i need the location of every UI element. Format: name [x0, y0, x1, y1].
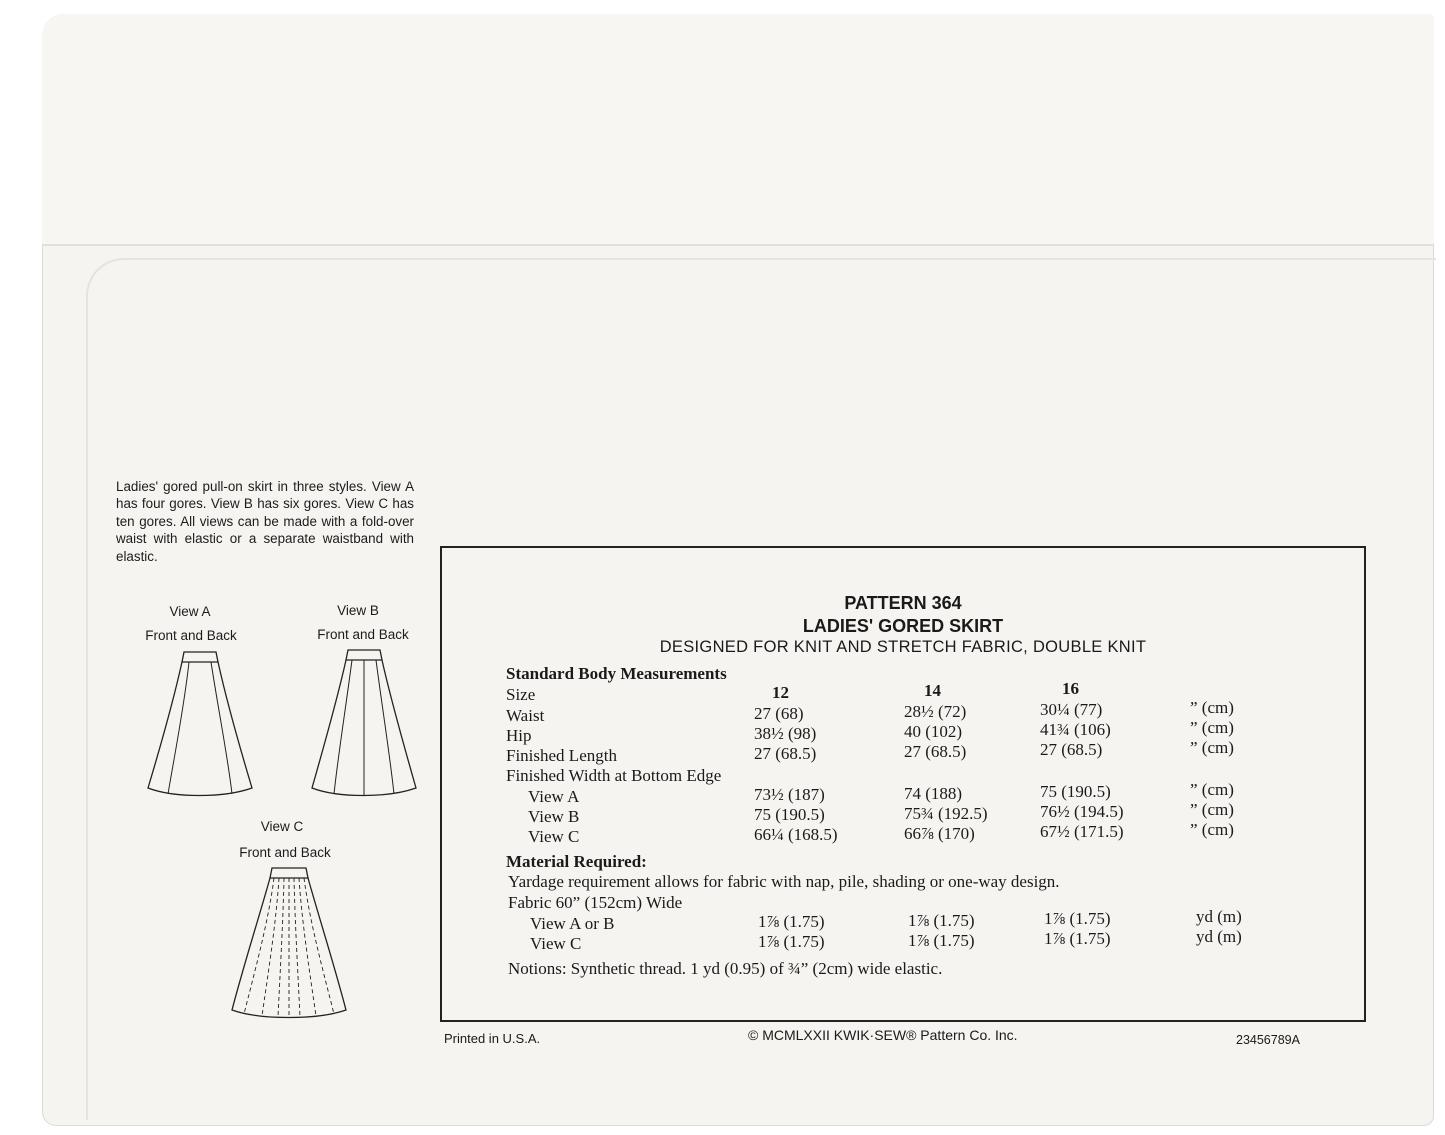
width-view-a-unit: ” (cm): [1190, 780, 1234, 799]
size-16: 16: [1062, 679, 1079, 698]
size-label: Size: [506, 685, 536, 704]
envelope-flap: [42, 14, 1434, 246]
waist-label: Waist: [506, 706, 545, 725]
width-view-a-12: 73½ (187): [754, 785, 825, 804]
view-c-skirt-illustration: [226, 864, 352, 1024]
waist-12: 27 (68): [754, 704, 804, 723]
width-view-a-label: View A: [528, 787, 580, 806]
material-view-c-12: 1⅞ (1.75): [758, 932, 825, 951]
finished-length-16: 27 (68.5): [1040, 740, 1103, 759]
width-view-c-16: 67½ (171.5): [1040, 822, 1124, 841]
fabric-width: Fabric 60” (152cm) Wide: [508, 893, 683, 912]
material-view-c-14: 1⅞ (1.75): [908, 931, 975, 950]
material-view-ab-label: View A or B: [530, 914, 615, 933]
size-14: 14: [924, 681, 941, 700]
view-b-skirt-illustration: [308, 646, 420, 802]
finished-length-label: Finished Length: [506, 746, 617, 765]
material-heading: Material Required:: [506, 852, 647, 871]
waist-unit: ” (cm): [1190, 698, 1234, 717]
notions-text: Notions: Synthetic thread. 1 yd (0.95) of ¾” (2cm) wide elastic.: [508, 959, 943, 978]
size-12: 12: [772, 683, 789, 702]
view-c-sublabel: Front and Back: [239, 845, 331, 860]
pattern-title: LADIES' GORED SKIRT: [802, 616, 1004, 636]
material-view-ab-unit: yd (m): [1196, 907, 1242, 926]
waist-14: 28½ (72): [904, 702, 967, 721]
finished-length-14: 27 (68.5): [904, 742, 967, 761]
width-view-b-14: 75¾ (192.5): [904, 804, 988, 823]
view-b-label: View B: [337, 603, 379, 618]
view-a-sublabel: Front and Back: [145, 628, 237, 643]
material-view-ab-12: 1⅞ (1.75): [758, 912, 825, 931]
hip-12: 38½ (98): [754, 724, 817, 743]
material-view-c-unit: yd (m): [1196, 927, 1242, 946]
waist-16: 30¼ (77): [1040, 700, 1103, 719]
pattern-number: PATTERN 364: [844, 593, 962, 613]
width-view-c-label: View C: [528, 827, 580, 846]
view-a-label: View A: [169, 604, 211, 619]
pattern-description: Ladies' gored pull-on skirt in three styles. View A has four gores. View B has six gores. View C has ten gores. All views can be made with a fold-over waist with elastic or a separate waistband with elastic.: [116, 479, 414, 564]
width-view-b-label: View B: [528, 807, 580, 826]
view-a-skirt-illustration: [144, 648, 256, 802]
width-view-b-unit: ” (cm): [1190, 800, 1234, 819]
width-view-c-14: 66⅞ (170): [904, 824, 975, 843]
view-c-label: View C: [260, 819, 304, 834]
hip-14: 40 (102): [904, 722, 963, 741]
width-view-a-14: 74 (188): [904, 784, 963, 803]
printed-in-usa: Printed in U.S.A.: [444, 1031, 541, 1046]
material-view-ab-16: 1⅞ (1.75): [1044, 909, 1111, 928]
copyright-notice: © MCMLXXII KWIK·SEW® Pattern Co. Inc.: [748, 1027, 1018, 1043]
width-view-c-12: 66¼ (168.5): [754, 825, 838, 844]
material-view-c-label: View C: [530, 934, 582, 953]
width-view-a-16: 75 (190.5): [1040, 782, 1111, 801]
print-code: 23456789A: [1236, 1033, 1300, 1047]
material-view-ab-14: 1⅞ (1.75): [908, 911, 975, 930]
finished-length-12: 27 (68.5): [754, 744, 817, 763]
width-view-c-unit: ” (cm): [1190, 820, 1234, 839]
pattern-info-box: [440, 546, 1366, 1022]
material-view-c-16: 1⅞ (1.75): [1044, 929, 1111, 948]
finished-width-heading: Finished Width at Bottom Edge: [506, 766, 722, 785]
width-view-b-16: 76½ (194.5): [1040, 802, 1124, 821]
measurements-heading: Standard Body Measurements: [506, 664, 727, 683]
finished-length-unit: ” (cm): [1190, 738, 1234, 757]
width-view-b-12: 75 (190.5): [754, 805, 825, 824]
view-b-sublabel: Front and Back: [317, 627, 409, 642]
material-note: Yardage requirement allows for fabric with nap, pile, shading or one-way design.: [508, 872, 1060, 891]
pattern-subtitle: DESIGNED FOR KNIT AND STRETCH FABRIC, DOUBLE KNIT: [659, 638, 1147, 656]
hip-16: 41¾ (106): [1040, 720, 1111, 739]
hip-unit: ” (cm): [1190, 718, 1234, 737]
hip-label: Hip: [506, 726, 532, 745]
